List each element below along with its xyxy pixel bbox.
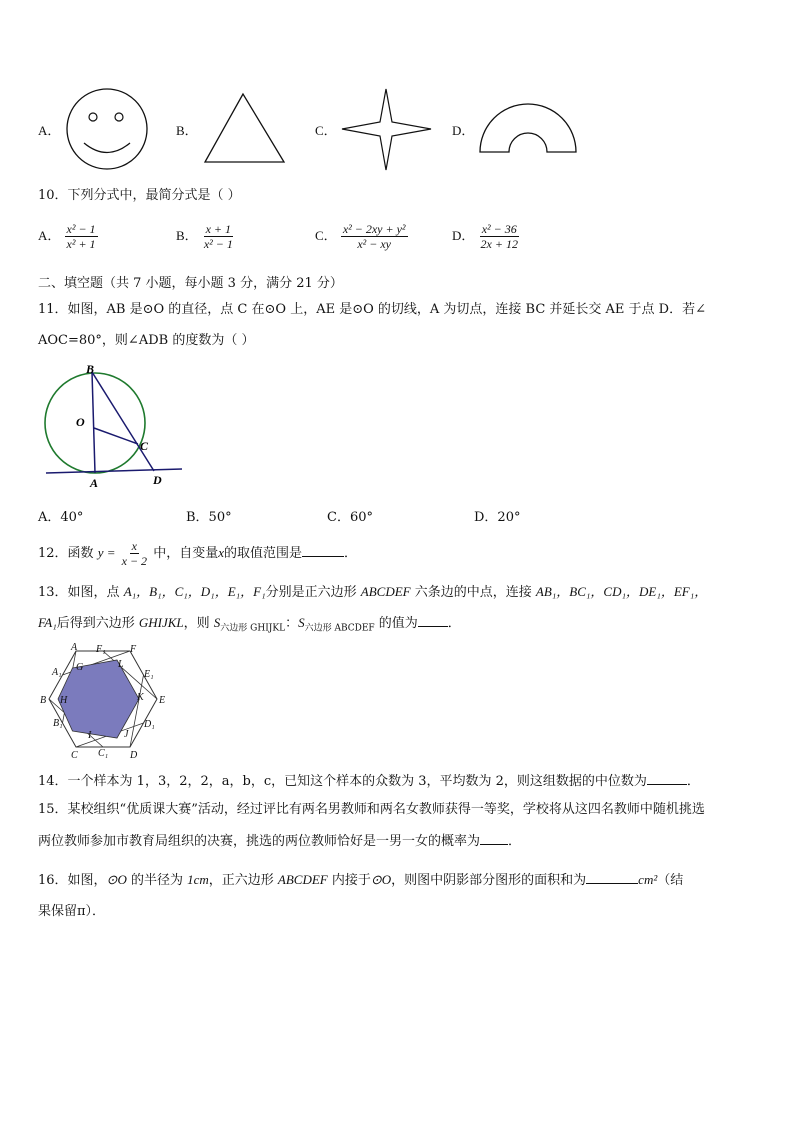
- q10-option-b: [176, 222, 235, 251]
- q13-text-d: 后得到六边形: [56, 616, 139, 631]
- q11-circle-tangent-figure: [38, 360, 188, 490]
- q11-stem-line2: AOC=80°，则∠ADB 的度数为（ ）: [38, 333, 255, 348]
- fraction-denominator: x² + 1: [66, 237, 96, 251]
- label-b: B: [40, 695, 47, 706]
- q16-text-a: 16．如图，: [38, 873, 107, 888]
- triangle-figure: [200, 90, 290, 166]
- fraction-denominator: 2x + 12: [480, 237, 518, 251]
- fraction-numerator: x: [131, 539, 137, 553]
- answer-blank: [647, 772, 687, 785]
- fraction-numerator: x² − 1: [66, 222, 96, 236]
- q13-hexagon-figure: [38, 642, 178, 758]
- diameter-ab: [92, 372, 95, 473]
- q12-end: ．: [344, 546, 358, 561]
- four-point-star-figure: [340, 86, 434, 172]
- label-d: D: [130, 750, 138, 758]
- label-k: K: [137, 692, 144, 703]
- label-g: G: [76, 662, 84, 673]
- q13-seg-fa1: FA₁: [38, 615, 57, 630]
- q10-option-c: [315, 222, 408, 251]
- q10-stem: 10．下列分式中，最简分式是（ ）: [38, 188, 241, 203]
- q9-option-b-label: B．: [176, 123, 198, 138]
- label-c1: C₁: [98, 748, 109, 758]
- q14-end: ．: [686, 774, 700, 789]
- q11-options: [0, 510, 794, 528]
- q12-var: x: [218, 545, 224, 560]
- q16-text-c: ，正六边形: [208, 873, 278, 888]
- q10-option-c-label: C．: [315, 228, 337, 243]
- answer-blank: [586, 871, 638, 884]
- label-h: H: [60, 695, 68, 706]
- q16-text-d: 内接于: [327, 873, 371, 888]
- fraction-numerator: x + 1: [205, 222, 232, 236]
- fraction-denominator: x − 2: [121, 554, 148, 568]
- label-j: J: [124, 729, 129, 740]
- q9-option-c-label: C．: [315, 123, 337, 138]
- q16-text-e: ，则图中阴影部分图形的面积和为: [391, 873, 587, 888]
- q12-stem: [38, 538, 357, 569]
- q9-option-d-label: D．: [452, 123, 475, 138]
- q12-fraction: [120, 539, 149, 568]
- label-f: F: [130, 644, 137, 655]
- q13-hex: ABCDEF: [360, 584, 411, 599]
- section-heading-fill-in: 二、填空题（共 7 小题，每小题 3 分，满分 21 分）: [38, 276, 343, 291]
- q9-options: [0, 80, 794, 180]
- q16-circle2: ⊙O: [370, 872, 392, 887]
- label-a: A: [71, 642, 78, 653]
- q10-option-a-label: A．: [38, 228, 61, 243]
- q16-radius: 1cm: [187, 872, 209, 887]
- answer-blank: [302, 544, 344, 557]
- q13-stem-line2: [38, 614, 461, 637]
- q10-option-a-fraction: [65, 222, 98, 251]
- q16-hex: ABCDEF: [277, 872, 328, 887]
- q12-y: y =: [97, 545, 116, 560]
- q15-stem-line1: 15．某校组织“优质课大赛”活动，经过评比有两名男教师和两名女教师获得一等奖，学校将从这四名教师中随机挑选: [38, 802, 705, 817]
- label-i: I: [88, 730, 92, 741]
- q12-prefix: 12．函数: [38, 546, 94, 561]
- q10-option-a: [38, 222, 98, 251]
- q16-unit: cm²: [638, 872, 658, 887]
- q11-stem-line1: 11．如图，AB 是⊙O 的直径，点 C 在⊙O 上，AE 是⊙O 的切线，A 为切点，连接 BC 并延长交 AE 于点 D．若∠: [38, 302, 707, 317]
- q10-option-c-fraction: [341, 222, 408, 251]
- q10-options: [0, 220, 794, 266]
- q13-text-c: 六条边的中点，连接: [410, 585, 536, 600]
- q13-text-e: ，则: [183, 616, 214, 631]
- q15-stem-line2: [38, 832, 521, 850]
- q12-suffix: 的取值范围是: [224, 546, 303, 561]
- label-a1: A₁: [52, 667, 62, 678]
- q13-hex2: GHIJKL: [138, 615, 184, 630]
- label-e: E: [159, 695, 166, 706]
- label-d1: D₁: [144, 719, 155, 730]
- q13-stem-line1: [38, 584, 707, 601]
- q9-option-a-label: A．: [38, 123, 61, 138]
- q16-stem-line1: [38, 871, 683, 889]
- q10-option-b-label: B．: [176, 228, 198, 243]
- q15-end: ．: [508, 834, 522, 849]
- smiley-face-figure: [64, 86, 150, 172]
- fraction-denominator: x² − xy: [357, 237, 391, 251]
- label-f1: F₁: [96, 644, 106, 655]
- q11-option-b: B．50°: [186, 510, 232, 525]
- label-b: B: [86, 362, 95, 376]
- label-b1: B₁: [53, 718, 63, 729]
- semicircular-arch-figure: [476, 96, 580, 156]
- label-l: L: [118, 659, 124, 670]
- q13-end: ．: [447, 616, 461, 631]
- q10-option-b-fraction: [202, 222, 235, 251]
- q13-s1-sub: 六边形 GHIJKL: [220, 623, 286, 634]
- q10-option-d: [452, 222, 520, 251]
- q11-option-a: A．40°: [38, 510, 84, 525]
- q13-points: A₁，B₁，C₁，D₁，E₁，F₁: [123, 584, 266, 599]
- q13-s2: S: [298, 615, 305, 630]
- q16-stem-line2: 果保留π）．: [38, 904, 106, 919]
- q11-option-c: C．60°: [327, 510, 373, 525]
- q16-circle: ⊙O: [106, 872, 127, 887]
- q10-option-d-label: D．: [452, 228, 475, 243]
- label-o: O: [76, 415, 85, 429]
- q13-s1: S: [213, 615, 221, 630]
- label-c: C: [71, 750, 78, 758]
- q13-text-a: 13．如图，点: [38, 585, 124, 600]
- q16-text-f: （结: [657, 873, 684, 888]
- q12-middle: 中，自变量: [153, 546, 219, 561]
- q16-text-b: 的半径为: [126, 873, 188, 888]
- q10-option-d-fraction: [479, 222, 520, 251]
- answer-blank: [418, 614, 448, 627]
- label-e1: E₁: [144, 669, 154, 680]
- q14-text: 14．一个样本为 1，3，2，2，a，b，c，已知这个样本的众数为 3，平均数为 2，则这组数据的中位数为: [38, 774, 647, 789]
- answer-blank: [480, 832, 508, 845]
- q11-option-d: D．20°: [474, 510, 521, 525]
- q13-text-b: 分别是正六边形: [265, 585, 361, 600]
- q14-stem: [38, 772, 700, 790]
- q15-text: 两位教师参加市教育局组织的决赛，挑选的两位教师恰好是一男一女的概率为: [38, 834, 481, 849]
- fraction-numerator: x² − 2xy + y²: [342, 222, 406, 236]
- q13-colon: ：: [285, 616, 299, 631]
- q13-text-f: 的值为: [374, 616, 418, 631]
- label-d: D: [153, 473, 162, 487]
- fraction-numerator: x² − 36: [481, 222, 517, 236]
- label-a: A: [90, 476, 99, 490]
- q13-segs: AB₁，BC₁，CD₁，DE₁，EF₁，: [535, 584, 708, 599]
- fraction-denominator: x² − 1: [203, 237, 233, 251]
- label-c: C: [140, 439, 149, 453]
- q13-s2-sub: 六边形 ABCDEF: [304, 623, 375, 634]
